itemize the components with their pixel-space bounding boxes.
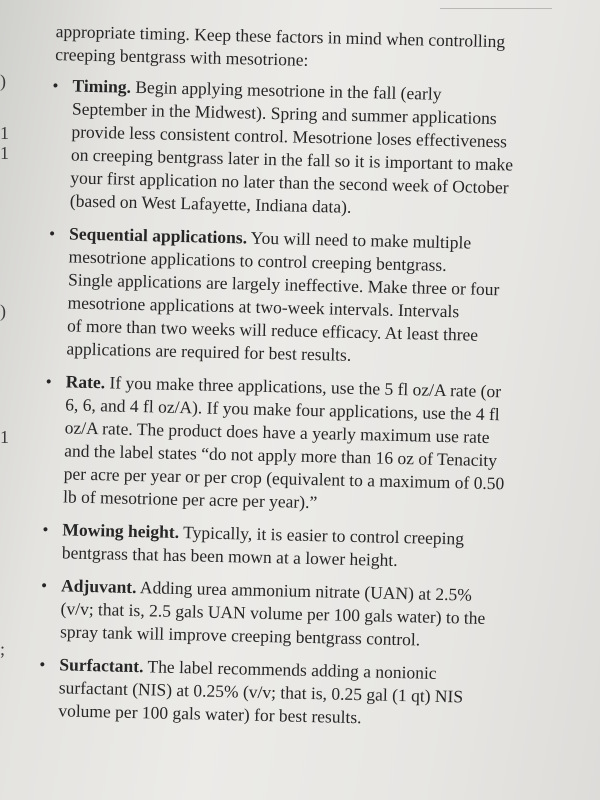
bullet-term: Mowing height. — [62, 519, 180, 543]
bullet-icon: • — [45, 371, 52, 392]
margin-mark: 1 — [0, 143, 9, 163]
bullet-text: Begin applying mesotrione in the fall (early September in the Midwest). Spring and summer applications provide less consistent control. Mesotrione loses effectiveness on creeping bentgrass later in the fall so it is important to make your first application no later than the second week of October (based on West Lafayette, Indiana data). — [69, 76, 514, 217]
bullet-text: Adding urea ammonium nitrate (UAN) at 2.5% (v/v; that is, 2.5 gals UAN volume per 100 gals water) to the spray tank will improve creeping bentgrass control. — [59, 577, 486, 650]
body-text — [36, 20, 552, 743]
bullet-term: Rate. — [65, 371, 106, 393]
factor-list — [36, 74, 551, 733]
list-item-sequential-applications — [44, 222, 547, 371]
bullet-term: Sequential applications. — [68, 223, 248, 248]
list-item-rate — [41, 370, 544, 519]
list-item-adjuvant — [38, 574, 539, 654]
bullet-text: If you make three applications, use the 5 fl oz/A rate (or 6, 6, and 4 fl oz/A). If you make four applications, use the 4 fl oz/A rate. The product does have a yearly maximum use rate and the label states “do not apply more than 16 oz of Tenacity per acre per year or per crop (equivalent to a maximum of 0.50 lb of mesotrione per acre per year).” — [62, 372, 505, 513]
left-margin-bleed — [0, 0, 20, 800]
bullet-icon: • — [42, 519, 49, 540]
intro-paragraph: appropriate timing. Keep these factors in mind when controlling creeping bentgrass with mesotrione: — [55, 21, 506, 70]
bullet-term: Surfactant. — [59, 654, 144, 677]
bullet-icon: • — [40, 575, 48, 596]
bullet-term: Adjuvant. — [60, 575, 137, 598]
bullet-icon: • — [48, 223, 56, 244]
margin-mark: ) — [0, 301, 6, 321]
bullet-text: You will need to make multiple mesotrione applications to control creeping bentgrass. Single applications are largely ineffective. Make three or four mesotrione applications at two-week intervals. Intervals of more than two weeks will reduce efficacy. At least three applications are required for best results. — [66, 227, 500, 365]
list-item-surfactant — [36, 653, 537, 733]
bullet-icon: • — [52, 76, 59, 96]
top-rule — [440, 8, 552, 9]
list-item-mowing-height — [40, 518, 541, 575]
list-item-timing — [48, 74, 551, 223]
margin-mark: 1 — [0, 427, 9, 447]
margin-mark: ) — [0, 71, 6, 91]
bullet-term: Timing. — [72, 75, 132, 97]
margin-mark: 1 — [0, 123, 9, 143]
bullet-text: Typically, it is easier to control creeping bentgrass that has been mown at a lower height. — [61, 522, 465, 570]
margin-mark: ; — [0, 639, 6, 659]
bullet-icon: • — [39, 654, 46, 675]
bullet-text: The label recommends adding a nonionic surfactant (NIS) at 0.25% (v/v; that is, 0.25 gal (1 qt) NIS volume per 100 gals water) for best results. — [58, 656, 464, 728]
